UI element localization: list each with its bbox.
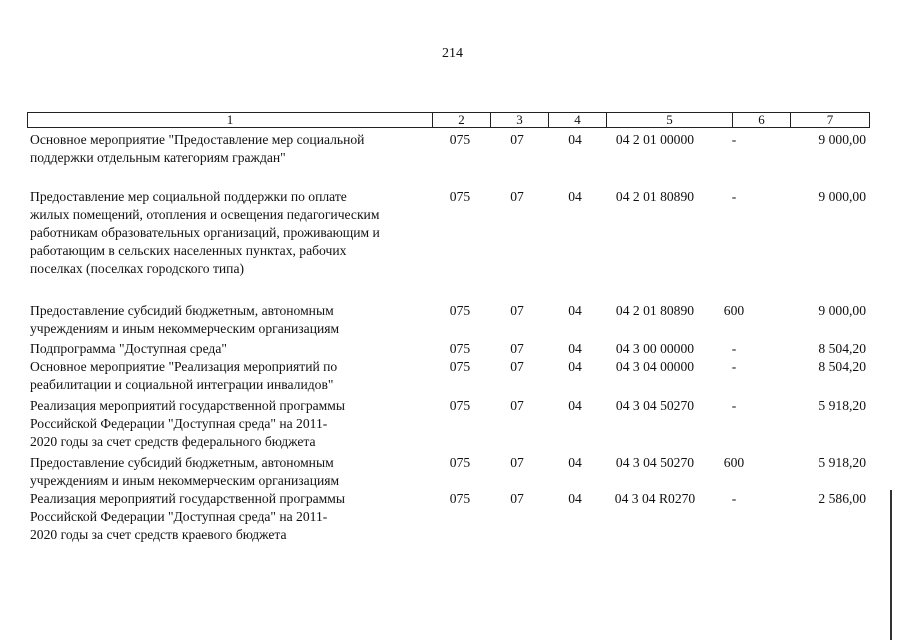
cell-col-3: 07	[510, 359, 524, 374]
cell-col-4: 04	[568, 189, 582, 204]
cell-col-2: 075	[449, 341, 471, 356]
header-col-1: 1	[226, 112, 234, 127]
cell-col-6: -	[731, 359, 737, 374]
row-name-line: учреждениям и иным некоммерческим организациям	[30, 473, 340, 488]
row-name	[30, 454, 430, 490]
cell-col-4: 04	[568, 132, 582, 147]
cell-col-2: 075	[449, 303, 471, 318]
header-col-2: 2	[432, 113, 490, 127]
cell-col-7: 5 918,20	[818, 398, 866, 413]
row-name-line: Российской Федерации "Доступная среда" на 2011-	[30, 416, 328, 431]
cell-col-6: -	[731, 189, 737, 204]
row-name-line: Подпрограмма "Доступная среда"	[30, 341, 227, 356]
row-name-line: Реализация мероприятий государственной программы	[30, 398, 346, 413]
row-name-line: жилых помещений, отопления и освещения педагогическим	[30, 207, 380, 222]
cell-col-4: 04	[568, 359, 582, 374]
row-name-line: работающим в сельских населенных пунктах, рабочих	[30, 243, 347, 258]
cell-col-4: 04	[568, 303, 582, 318]
cell-col-5: 04 2 01 80890	[615, 189, 695, 204]
cell-col-5: 04 3 04 50270	[615, 398, 695, 413]
row-name-line: Реализация мероприятий государственной программы	[30, 491, 346, 506]
header-col-6: 6	[732, 113, 790, 127]
cell-col-5: 04 2 01 00000	[615, 132, 695, 147]
row-name-line: поддержки отдельным категориям граждан"	[30, 150, 286, 165]
row-name-line: Предоставление субсидий бюджетным, автономным	[30, 455, 334, 470]
row-name	[30, 358, 430, 394]
cell-col-3: 07	[510, 398, 524, 413]
cell-col-6: -	[731, 132, 737, 147]
cell-col-4: 04	[568, 341, 582, 356]
row-name-line: Основное мероприятие "Реализация мероприятий по	[30, 359, 338, 374]
cell-col-4: 04	[568, 455, 582, 470]
cell-col-2: 075	[449, 359, 471, 374]
row-name-line: реабилитации и социальной интеграции инвалидов"	[30, 377, 334, 392]
row-name	[30, 131, 430, 167]
row-name-line: Предоставление мер социальной поддержки по оплате	[30, 189, 347, 204]
cell-col-4: 04	[568, 398, 582, 413]
table-header	[27, 112, 870, 128]
row-name-line: Основное мероприятие "Предоставление мер социальной	[30, 132, 365, 147]
cell-col-5: 04 3 00 00000	[615, 341, 695, 356]
row-name-line: поселках (поселках городского типа)	[30, 261, 245, 276]
row-name	[30, 490, 430, 544]
cell-col-7: 5 918,20	[818, 455, 866, 470]
cell-col-2: 075	[449, 132, 471, 147]
row-name	[30, 340, 430, 358]
cell-col-3: 07	[510, 491, 524, 506]
cell-col-6: 600	[723, 455, 745, 470]
cell-col-4: 04	[568, 491, 582, 506]
cell-col-5: 04 3 04 50270	[615, 455, 695, 470]
cell-col-2: 075	[449, 398, 471, 413]
header-col-3: 3	[490, 113, 548, 127]
cell-col-2: 075	[449, 455, 471, 470]
cell-col-7: 8 504,20	[818, 359, 866, 374]
cell-col-5: 04 3 04 R0270	[614, 491, 696, 506]
row-name-line: 2020 годы за счет средств федерального бюджета	[30, 434, 316, 449]
row-name	[30, 188, 430, 278]
row-name-line: работникам образовательных организаций, проживающим и	[30, 225, 380, 240]
row-name	[30, 397, 430, 451]
cell-col-3: 07	[510, 303, 524, 318]
cell-col-7: 9 000,00	[818, 132, 866, 147]
cell-col-6: 600	[723, 303, 745, 318]
page-number: 214	[442, 46, 463, 61]
header-col-7: 7	[790, 113, 869, 127]
cell-col-7: 2 586,00	[818, 491, 866, 506]
row-name-line: учреждениям и иным некоммерческим организациям	[30, 321, 340, 336]
row-name	[30, 302, 430, 338]
cell-col-3: 07	[510, 132, 524, 147]
cell-col-2: 075	[449, 491, 471, 506]
cell-col-5: 04 3 04 00000	[615, 359, 695, 374]
cell-col-5: 04 2 01 80890	[615, 303, 695, 318]
cell-col-7: 9 000,00	[818, 189, 866, 204]
cell-col-3: 07	[510, 455, 524, 470]
row-name-line: Российской Федерации "Доступная среда" на 2011-	[30, 509, 328, 524]
cell-col-7: 9 000,00	[818, 303, 866, 318]
cell-col-6: -	[731, 491, 737, 506]
header-col-4: 4	[548, 113, 606, 127]
cell-col-7: 8 504,20	[818, 341, 866, 356]
cell-col-2: 075	[449, 189, 471, 204]
row-name-line: Предоставление субсидий бюджетным, автономным	[30, 303, 334, 318]
header-col-5: 5	[606, 113, 732, 127]
cell-col-3: 07	[510, 189, 524, 204]
cell-col-6: -	[731, 398, 737, 413]
row-name-line: 2020 годы за счет средств краевого бюджета	[30, 527, 287, 542]
cell-col-3: 07	[510, 341, 524, 356]
cell-col-6: -	[731, 341, 737, 356]
scan-edge-line	[890, 490, 892, 640]
